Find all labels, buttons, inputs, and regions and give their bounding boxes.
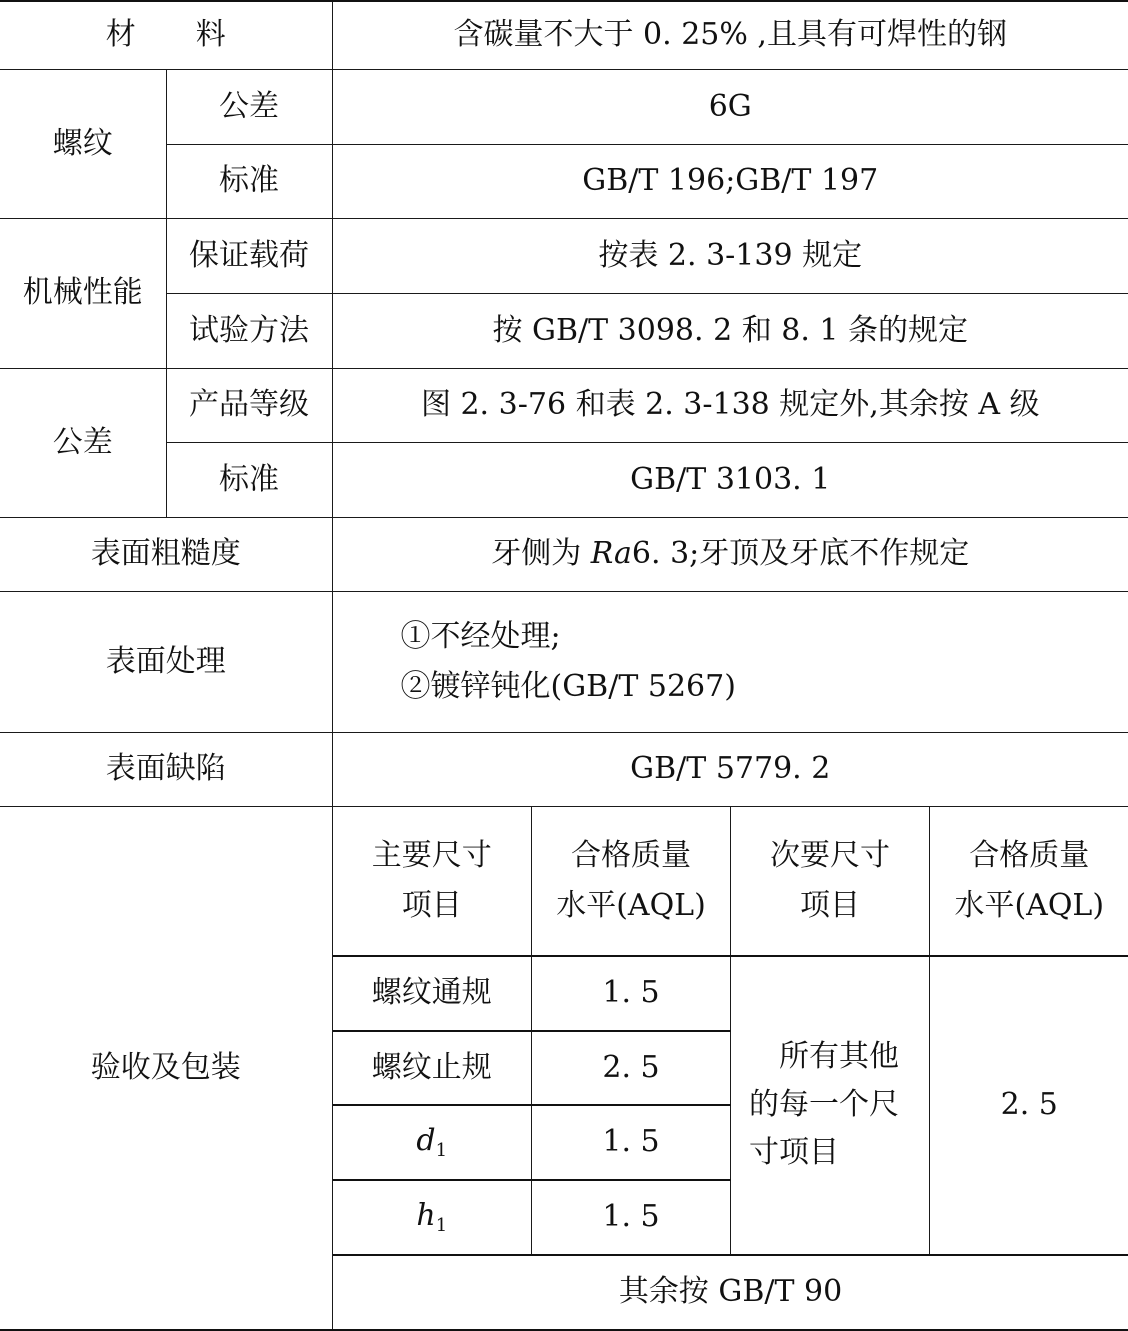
mechanical-group-label: 机械性能 — [0, 218, 166, 368]
header-aql-minor-line1: 合格质量 — [930, 831, 1128, 881]
roughness-label: 表面粗糙度 — [0, 517, 332, 591]
header-main-item-line1: 主要尺寸 — [333, 831, 532, 881]
test-method-label: 试验方法 — [166, 293, 332, 368]
minor-item-description: 所有其他的每一个尺寸项目 — [731, 956, 930, 1255]
main-item-name: 螺纹通规 — [333, 956, 532, 1031]
surface-defects-label: 表面缺陷 — [0, 732, 332, 806]
main-item-name: 螺纹止规 — [333, 1031, 532, 1105]
main-item-aql: 1. 5 — [532, 956, 731, 1031]
roughness-value-prefix: 牙侧为 — [491, 536, 591, 571]
acceptance-footer: 其余按 GB/T 90 — [333, 1255, 1128, 1329]
tolerance-group-label: 公差 — [0, 368, 166, 517]
header-minor-item-line2: 项目 — [731, 881, 929, 931]
header-aql-main-line2: 水平(AQL) — [532, 881, 730, 931]
header-main-item-line2: 项目 — [333, 881, 532, 931]
surface-defects-value: GB/T 5779. 2 — [332, 732, 1128, 806]
symbol-d: d — [416, 1123, 435, 1158]
thread-standard-label: 标准 — [166, 144, 332, 218]
roughness-symbol: Ra — [591, 536, 632, 571]
acceptance-header-row — [333, 807, 1128, 956]
acceptance-label: 验收及包装 — [0, 806, 332, 1330]
row-thread-tolerance — [0, 69, 1128, 144]
product-grade-value: 图 2. 3-76 和表 2. 3-138 规定外,其余按 A 级 — [332, 368, 1128, 442]
thread-standard-value: GB/T 196;GB/T 197 — [332, 144, 1128, 218]
thread-group-label: 螺纹 — [0, 69, 166, 218]
roughness-value-suffix: 6. 3;牙顶及牙底不作规定 — [632, 536, 969, 571]
header-aql-minor — [930, 807, 1128, 956]
header-main-item — [333, 807, 532, 956]
tolerance-standard-label: 标准 — [166, 442, 332, 517]
row-proof-load — [0, 218, 1128, 293]
test-method-value: 按 GB/T 3098. 2 和 8. 1 条的规定 — [332, 293, 1128, 368]
symbol-h-subscript: 1 — [436, 1215, 447, 1236]
row-material — [0, 1, 1128, 69]
acceptance-content — [332, 806, 1128, 1330]
tolerance-standard-value: GB/T 3103. 1 — [332, 442, 1128, 517]
acceptance-footer-row — [333, 1255, 1128, 1329]
header-minor-item-line1: 次要尺寸 — [731, 831, 929, 881]
product-grade-label: 产品等级 — [166, 368, 332, 442]
thread-tolerance-value: 6G — [332, 69, 1128, 144]
roughness-value — [332, 517, 1128, 591]
minor-item-aql: 2. 5 — [930, 956, 1128, 1255]
main-item-name — [333, 1105, 532, 1180]
header-aql-main — [532, 807, 731, 956]
row-acceptance — [0, 806, 1128, 1330]
main-item-name — [333, 1180, 532, 1255]
main-item-aql: 1. 5 — [532, 1105, 731, 1180]
main-item-aql: 1. 5 — [532, 1180, 731, 1255]
surface-treatment-value — [332, 591, 1128, 732]
proof-load-label: 保证载荷 — [166, 218, 332, 293]
row-thread-standard — [0, 144, 1128, 218]
header-aql-main-line1: 合格质量 — [532, 831, 730, 881]
header-minor-item — [731, 807, 930, 956]
symbol-d-subscript: 1 — [436, 1140, 447, 1161]
header-aql-minor-line2: 水平(AQL) — [930, 881, 1128, 931]
material-label: 材 料 — [0, 1, 332, 69]
surface-treatment-option-2: ②镀锌钝化(GB/T 5267) — [401, 662, 1128, 712]
material-value: 含碳量不大于 0. 25% ,且具有可焊性的钢 — [332, 1, 1128, 69]
acceptance-table — [333, 807, 1128, 1329]
symbol-h: h — [416, 1198, 435, 1233]
table-row — [333, 956, 1128, 1031]
row-product-grade — [0, 368, 1128, 442]
main-item-aql: 2. 5 — [532, 1031, 731, 1105]
row-roughness — [0, 517, 1128, 591]
proof-load-value: 按表 2. 3-139 规定 — [332, 218, 1128, 293]
row-tolerance-standard — [0, 442, 1128, 517]
surface-treatment-label: 表面处理 — [0, 591, 332, 732]
row-test-method — [0, 293, 1128, 368]
surface-treatment-option-1: ①不经处理; — [401, 612, 1128, 662]
thread-tolerance-label: 公差 — [166, 69, 332, 144]
row-surface-treatment — [0, 591, 1128, 732]
row-surface-defects — [0, 732, 1128, 806]
